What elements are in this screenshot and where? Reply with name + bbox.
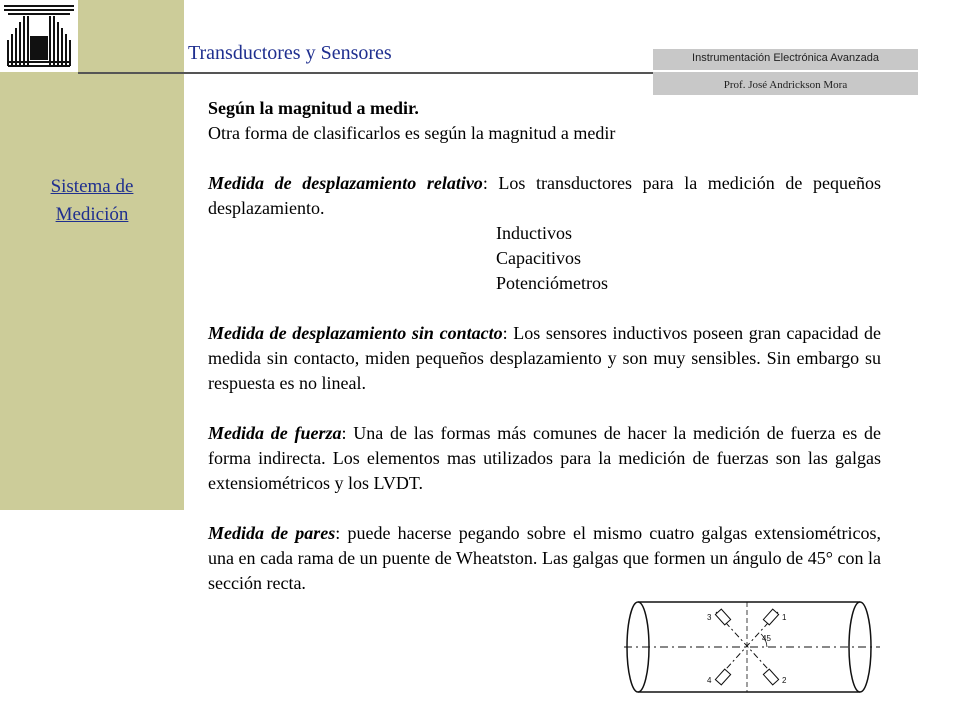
main-content: [208, 96, 881, 596]
section-heading: Según la magnitud a medir.: [208, 98, 419, 118]
header-divider: [78, 72, 653, 74]
paragraph-contactless: Medida de desplazamiento sin contacto: Los sensores inductivos poseen gran capacidad de medida sin contacto, miden pequeños desplazamiento y son muy sensibles. Sin embargo su respuesta es no lineal.: [208, 323, 882, 393]
gauge-label-4: 4: [707, 676, 712, 685]
list-item: Potenciómetros: [496, 273, 608, 293]
page-title: Transductores y Sensores: [188, 42, 392, 64]
gauge-1: [763, 609, 778, 625]
info-divider: [653, 70, 918, 72]
paragraph-force: Medida de fuerza: Una de las formas más comunes de hacer la medición de fuerza es de forma indirecta. Los elementos mas utilizados para la medición de fuerzas son las galgas extensiométricos y los LVDT.: [208, 423, 881, 493]
term: Medida de pares: [208, 523, 336, 543]
angle-label: 45: [762, 634, 771, 643]
gauge-2: [763, 669, 778, 685]
sistema-de-medicion-link[interactable]: [0, 173, 184, 229]
gauge-4: [715, 669, 730, 685]
term: Medida de desplazamiento sin contacto: [208, 323, 503, 343]
university-logo: [0, 0, 78, 72]
list-item: Inductivos: [496, 223, 572, 243]
gauge-label-1: 1: [782, 613, 787, 622]
sidebar: [0, 0, 184, 510]
professor-name: Prof. José Andrickson Mora: [723, 79, 848, 91]
list-item: Capacitivos: [496, 248, 581, 268]
strain-gauge-shaft-diagram: [624, 594, 880, 704]
course-info-box: [653, 49, 918, 95]
intro-text: Otra forma de clasificarlos es según la magnitud a medir: [208, 123, 616, 143]
side-link-line1[interactable]: Sistema de: [50, 176, 134, 197]
course-name: Instrumentación Electrónica Avanzada: [692, 52, 879, 64]
term: Medida de desplazamiento relativo: [208, 173, 483, 193]
gauge-label-3: 3: [707, 613, 712, 622]
paragraph-relative-displacement: Medida de desplazamiento relativo: Los transductores para la medición de pequeños desplazamiento.: [208, 173, 881, 218]
paragraph-torque: Medida de pares: puede hacerse pegando sobre el mismo cuatro galgas extensiométricos, una en cada rama de un puente de Wheatston. Las galgas que formen un ángulo de 45° con la sección recta.: [208, 523, 882, 593]
term: Medida de fuerza: [208, 423, 342, 443]
side-link-line2[interactable]: Medición: [55, 204, 129, 225]
gauge-3: [715, 609, 730, 625]
gauge-label-2: 2: [782, 676, 787, 685]
